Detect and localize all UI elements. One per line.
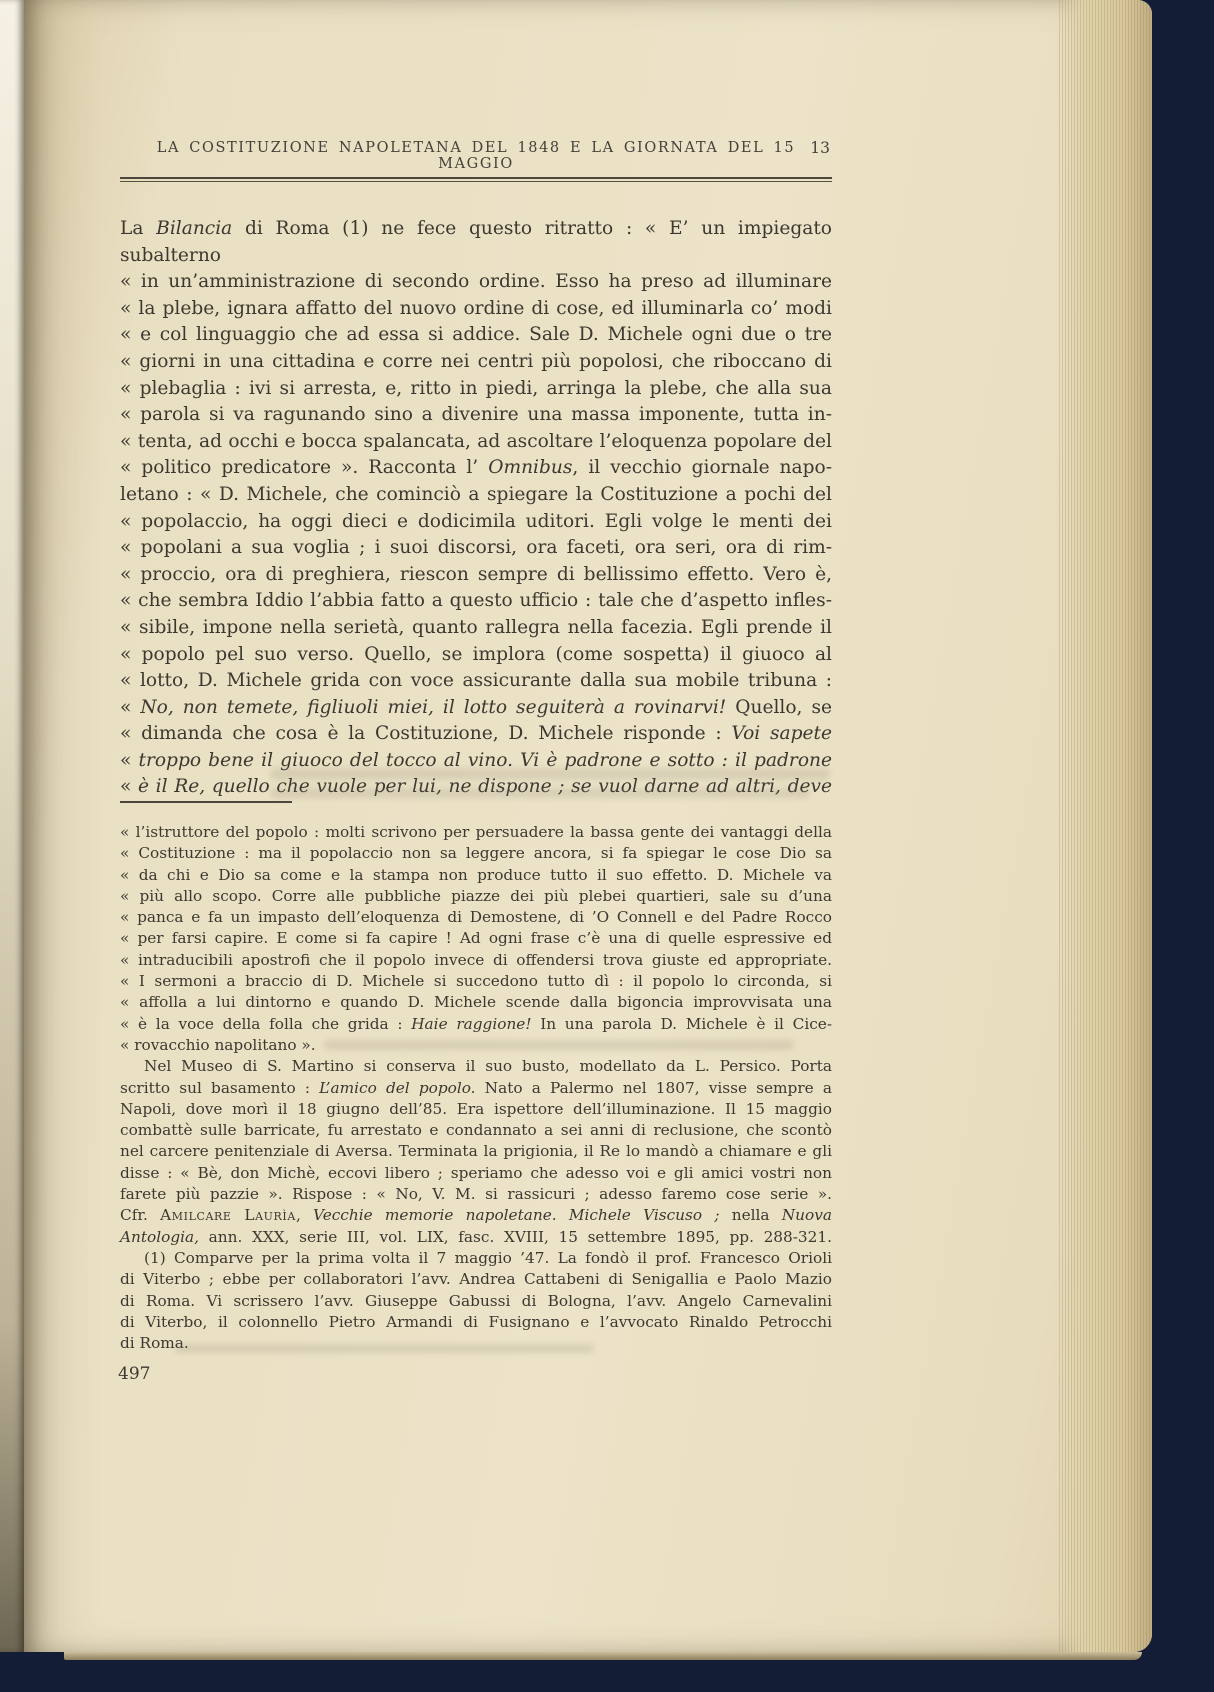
show-through-smudge xyxy=(174,1344,594,1353)
printed-line: « è la voce della folla che grida : Haie raggione! In una parola D. Michele è il Cice- xyxy=(120,1014,833,1033)
printed-line: « Costituzione : ma il popolaccio non sa leggere ancora, si fa spiegar le cose Dio sa xyxy=(120,844,832,863)
printed-line: « parola si va ragunando sino a divenire una massa imponente, tutta in- xyxy=(120,404,832,426)
printed-line: Antologia, ann. XXX, serie III, vol. LIX, fasc. XVIII, 15 settembre 1895, pp. 288-321. xyxy=(120,1227,832,1246)
printed-line: scritto sul basamento : L’amico del popolo. Nato a Palermo nel 1807, visse sempre a xyxy=(120,1078,832,1097)
scanned-book-page xyxy=(24,0,1152,1652)
printed-line: di Roma. xyxy=(120,1334,189,1353)
printed-line: « lotto, D. Michele grida con voce assicurante dalla sua mobile tribuna : xyxy=(120,670,832,692)
printed-line: « per farsi capire. E come si fa capire ! Ad ogni frase c’è una di quelle espressive ed xyxy=(120,929,832,948)
printed-line: letano : « D. Michele, che cominciò a spiegare la Costituzione a pochi del xyxy=(120,483,832,505)
printed-line: « affolla a lui dintorno e quando D. Michele scende dalla bigoncia improvvisata una xyxy=(120,993,832,1012)
printed-line: « troppo bene il giuoco del tocco al vino. Vi è padrone e sotto : il padrone xyxy=(120,749,832,771)
printed-line: « rovacchio napolitano ». xyxy=(120,1035,316,1054)
printed-line: « giorni in una cittadina e corre nei centri più popolosi, che riboccano di xyxy=(120,350,832,372)
page-number: 13 xyxy=(810,139,830,157)
collection-folio-number: 497 xyxy=(118,1364,151,1384)
show-through-smudge xyxy=(324,1040,794,1050)
main-text-block xyxy=(120,216,832,801)
page-edge-stack xyxy=(1057,0,1152,1652)
printed-line: (1) Comparve per la prima volta il 7 maggio ’47. La fondò il prof. Francesco Orioli xyxy=(144,1248,832,1267)
printed-line: di Roma. Vi scrissero l’avv. Giuseppe Gabussi di Bologna, l’avv. Angelo Carnevalini xyxy=(120,1291,832,1310)
printed-line: di Viterbo ; ebbe per collaboratori l’avv. Andrea Cattabeni di Senigallia e Paolo Mazio xyxy=(120,1270,832,1289)
printed-line: « popolaccio, ha oggi dieci e dodicimila uditori. Egli volge le menti dei xyxy=(120,510,832,532)
printed-line: « è il Re, quello che vuole per lui, ne dispone ; se vuol darne ad altri, deve xyxy=(120,776,832,798)
printed-line: farete più pazzie ». Rispose : « No, V. M. si rassicuri ; adesso faremo cose serie ». xyxy=(120,1185,832,1204)
printed-line: « proccio, ora di preghiera, riescon sempre di bellissimo effetto. Vero è, xyxy=(120,563,832,585)
printed-line: « No, non temete, figliuoli miei, il lotto seguiterà a rovinarvi! Quello, se xyxy=(120,696,832,718)
printed-line: La Bilancia di Roma (1) ne fece questo ritratto : « E’ un impiegato subalterno xyxy=(120,218,833,266)
header-double-rule xyxy=(120,177,832,182)
footnote-text-block xyxy=(120,822,832,1354)
printed-line: « in un’amministrazione di secondo ordine. Esso ha preso ad illuminare xyxy=(120,271,832,293)
printed-line: « che sembra Iddio l’abbia fatto a questo ufficio : tale che d’aspetto infles- xyxy=(120,590,832,612)
book-gutter-edge xyxy=(0,0,24,1652)
printed-line: « panca e fa un impasto dell’eloquenza di Demostene, di ’O Connell e del Padre Rocco xyxy=(120,908,832,927)
running-header-title: LA COSTITUZIONE NAPOLETANA DEL 1848 E LA GIORNATA DEL 15 MAGGIO xyxy=(156,140,796,172)
show-through-smudge xyxy=(270,788,810,798)
printed-line: « I sermoni a braccio di D. Michele si succedono tutto dì : il popolo lo circonda, si xyxy=(120,972,832,991)
printed-line: « popolo pel suo verso. Quello, se implora (come sospetta) il giuoco al xyxy=(120,643,832,665)
printed-line: « plebaglia : ivi si arresta, e, ritto in piedi, arringa la plebe, che alla sua xyxy=(120,377,832,399)
running-header xyxy=(120,140,832,172)
printed-line: di Viterbo, il colonnello Pietro Armandi di Fusignano e l’avvocato Rinaldo Petrocchi xyxy=(120,1312,832,1331)
printed-line: « più allo scopo. Corre alle pubbliche piazze dei più plebei quartieri, sale su d’una xyxy=(120,886,832,905)
printed-line: Cfr. Amilcare Laurìa, Vecchie memorie napoletane. Michele Viscuso ; nella Nuova xyxy=(120,1206,832,1225)
printed-line: « politico predicatore ». Racconta l’ Omnibus, il vecchio giornale napo- xyxy=(120,457,832,479)
printed-line: Napoli, dove morì il 18 giugno dell’85. Era ispettore dell’illuminazione. Il 15 maggio xyxy=(120,1099,832,1118)
printed-line: « dimanda che cosa è la Costituzione, D. Michele risponde : Voi sapete xyxy=(120,723,832,745)
printed-line: « la plebe, ignara affatto del nuovo ordine di cose, ed illuminarla co’ modi xyxy=(120,297,832,319)
printed-line: « da chi e Dio sa come e la stampa non produce tutto il suo effetto. D. Michele va xyxy=(120,865,832,884)
footnote-separator-rule xyxy=(120,801,292,803)
printed-line: « sibile, impone nella serietà, quanto rallegra nella facezia. Egli prende il xyxy=(120,616,832,638)
printed-line: « tenta, ad occhi e bocca spalancata, ad ascoltare l’eloquenza popolare del xyxy=(120,430,832,452)
printed-line: combattè sulle barricate, fu arrestato e condannato a sei anni di reclusione, che scontò xyxy=(120,1121,832,1140)
printed-line: Nel Museo di S. Martino si conserva il suo busto, modellato da L. Persico. Porta xyxy=(144,1057,832,1076)
show-through-smudge xyxy=(270,768,830,780)
printed-line: nel carcere penitenziale di Aversa. Terminata la prigionia, il Re lo mandò a chiamare e gli xyxy=(120,1142,832,1161)
printed-line: « popolani a sua voglia ; i suoi discorsi, ora faceti, ora seri, ora di rim- xyxy=(120,537,832,559)
printed-line: disse : « Bè, don Michè, eccovi libero ; speriamo che adesso voi e gli amici vostri non xyxy=(120,1163,832,1182)
printed-line: « l’istruttore del popolo : molti scrivono per persuadere la bassa gente dei vantaggi della xyxy=(120,823,832,841)
printed-line: « intraducibili apostrofi che il popolo invece di offendersi trova giuste ed appropriate. xyxy=(120,950,832,969)
printed-line: « e col linguaggio che ad essa si addice. Sale D. Michele ogni due o tre xyxy=(120,324,832,346)
